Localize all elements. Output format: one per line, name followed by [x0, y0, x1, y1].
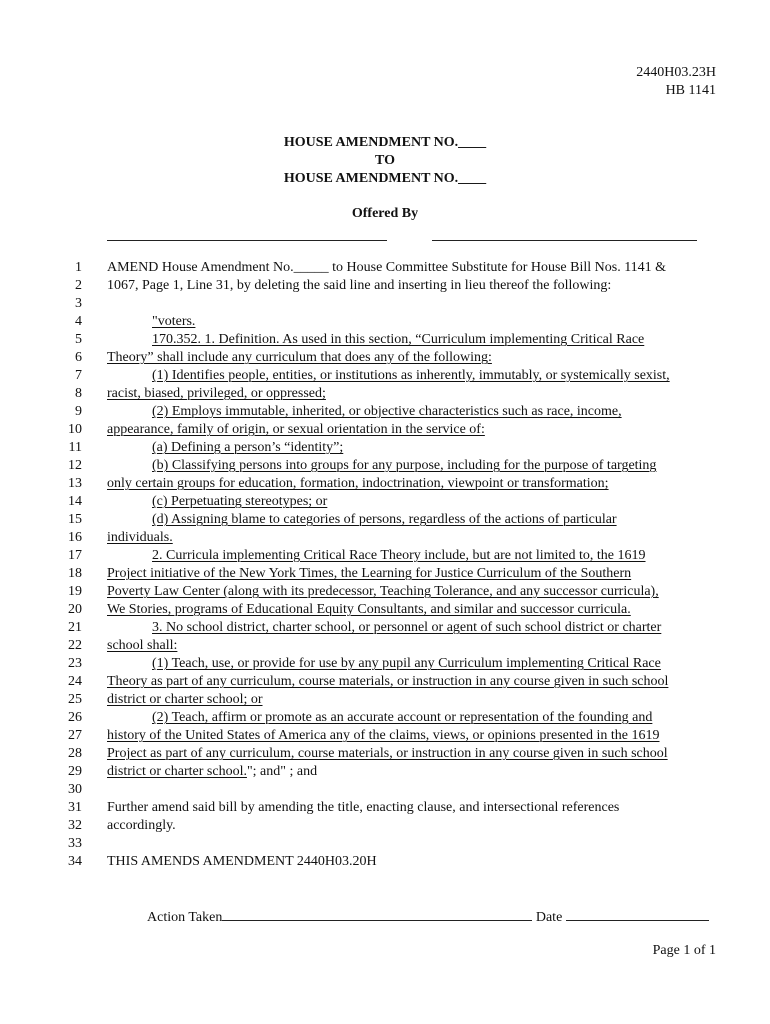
title-line-2: TO [375, 153, 395, 168]
line-number: 19 [68, 584, 82, 599]
title-line-1: HOUSE AMENDMENT NO.____ [283, 135, 487, 150]
body-line [0, 349, 770, 367]
action-taken-row [147, 906, 709, 926]
body-line [0, 313, 770, 331]
line-number: 30 [68, 782, 82, 797]
line-number: 18 [68, 566, 82, 581]
line-number: 26 [68, 710, 82, 725]
body-line [0, 655, 770, 673]
line-text: "voters. [152, 314, 196, 329]
amendment-title [0, 134, 770, 188]
line-text-rest: "; and" ; and [246, 764, 318, 779]
body-line [0, 583, 770, 601]
line-number: 31 [68, 800, 82, 815]
document-header [636, 64, 716, 100]
body-line [0, 709, 770, 727]
line-number: 5 [75, 332, 82, 347]
line-text: Theory” shall include any curriculum that does any of the following: [107, 350, 492, 365]
line-text: history of the United States of America any of the claims, views, or opinions presented in the 1619 [107, 728, 660, 743]
line-text: 170.352. 1. Definition. As used in this section, “Curriculum implementing Critical Race [152, 332, 645, 347]
line-text: (2) Teach, affirm or promote as an accurate account or representation of the founding and [152, 710, 653, 725]
line-number: 34 [68, 854, 82, 869]
line-number: 6 [75, 350, 82, 365]
line-text-underlined: district or charter school. [107, 764, 247, 779]
line-number: 32 [68, 818, 82, 833]
line-text: Poverty Law Center (along with its predecessor, Teaching Tolerance, and any successor curricula), [107, 584, 659, 599]
line-text: AMEND House Amendment No._____ to House Committee Substitute for House Bill Nos. 1141 & [107, 260, 667, 275]
line-number: 17 [68, 548, 82, 563]
body-line [0, 601, 770, 619]
line-number: 10 [68, 422, 82, 437]
line-number: 28 [68, 746, 82, 761]
line-text: (1) Teach, use, or provide for use by any pupil any Curriculum implementing Critical Race [152, 656, 661, 671]
body-line [0, 331, 770, 349]
line-number: 1 [75, 260, 82, 275]
line-text: Project initiative of the New York Times, the Learning for Justice Curriculum of the Southern [107, 566, 632, 581]
line-text: 1067, Page 1, Line 31, by deleting the said line and inserting in lieu thereof the following: [107, 278, 612, 293]
line-number: 7 [75, 368, 82, 383]
line-text: (a) Defining a person’s “identity”; [152, 440, 344, 455]
line-number: 13 [68, 476, 82, 491]
line-number: 16 [68, 530, 82, 545]
line-number: 15 [68, 512, 82, 527]
date-label: Date [535, 910, 563, 925]
line-number: 23 [68, 656, 82, 671]
body-line [0, 259, 770, 277]
line-number: 3 [75, 296, 82, 311]
body-line [0, 817, 770, 835]
page-number: Page 1 of 1 [652, 943, 716, 958]
line-text: (b) Classifying persons into groups for any purpose, including for the purpose of targeting [152, 458, 657, 473]
line-number: 24 [68, 674, 82, 689]
body-line [0, 403, 770, 421]
line-number: 21 [68, 620, 82, 635]
offered-by-label: Offered By [351, 206, 419, 221]
body-line [0, 277, 770, 295]
body-line [0, 385, 770, 403]
line-text: appearance, family of origin, or sexual orientation in the service of: [107, 422, 485, 437]
line-text: (c) Perpetuating stereotypes; or [152, 494, 328, 509]
line-text: (d) Assigning blame to categories of persons, regardless of the actions of particular [152, 512, 617, 527]
bill-number: HB 1141 [665, 83, 716, 98]
line-number: 11 [68, 440, 82, 455]
body-line [0, 763, 770, 781]
line-text: only certain groups for education, formation, indoctrination, viewpoint or transformation; [107, 476, 609, 491]
line-text: individuals. [107, 530, 173, 545]
sponsor-signature-line-right [432, 240, 697, 241]
line-text: accordingly. [107, 818, 176, 833]
sponsor-signature-line-left [107, 240, 387, 241]
line-text: 3. No school district, charter school, or personnel or agent of such school district or charter [152, 620, 662, 635]
line-number: 20 [68, 602, 82, 617]
document-id: 2440H03.23H [636, 65, 716, 80]
action-taken-label: Action Taken [147, 910, 223, 925]
body-line [0, 421, 770, 439]
line-text: Theory as part of any curriculum, course materials, or instruction in any course given in such school [107, 674, 669, 689]
body-line [0, 529, 770, 547]
line-text: racist, biased, privileged, or oppressed; [107, 386, 326, 401]
line-text [107, 763, 317, 781]
body-line [0, 295, 770, 313]
line-text: (2) Employs immutable, inherited, or objective characteristics such as race, income, [152, 404, 622, 419]
body-line [0, 835, 770, 853]
line-text: Project as part of any curriculum, course materials, or instruction in any course given in such school [107, 746, 668, 761]
line-text: Further amend said bill by amending the title, enacting clause, and intersectional references [107, 800, 620, 815]
line-number: 33 [68, 836, 82, 851]
body-line [0, 853, 770, 871]
line-number: 12 [68, 458, 82, 473]
date-blank [566, 906, 709, 921]
line-number: 14 [68, 494, 82, 509]
body-line [0, 493, 770, 511]
body-line [0, 781, 770, 799]
body-line [0, 619, 770, 637]
line-number: 2 [75, 278, 82, 293]
line-text: THIS AMENDS AMENDMENT 2440H03.20H [107, 854, 377, 869]
body-line [0, 691, 770, 709]
body-line [0, 799, 770, 817]
body-line [0, 637, 770, 655]
line-text: school shall: [107, 638, 178, 653]
line-number: 22 [68, 638, 82, 653]
body-line [0, 511, 770, 529]
body-line [0, 457, 770, 475]
body-line [0, 673, 770, 691]
line-number: 8 [75, 386, 82, 401]
body-line [0, 547, 770, 565]
line-number: 27 [68, 728, 82, 743]
line-text: We Stories, programs of Educational Equity Consultants, and similar and successor curricula. [107, 602, 631, 617]
body-line [0, 439, 770, 457]
line-text: 2. Curricula implementing Critical Race Theory include, but are not limited to, the 1619 [152, 548, 646, 563]
action-taken-blank [222, 906, 532, 921]
line-text: (1) Identifies people, entities, or institutions as inherently, immutably, or systemically sexist, [152, 368, 670, 383]
line-number: 29 [68, 764, 82, 779]
body-line [0, 475, 770, 493]
body-line [0, 745, 770, 763]
line-number: 4 [75, 314, 82, 329]
title-line-3: HOUSE AMENDMENT NO.____ [283, 171, 487, 186]
line-text: district or charter school; or [107, 692, 263, 707]
body-line [0, 367, 770, 385]
line-number: 25 [68, 692, 82, 707]
body-line [0, 727, 770, 745]
line-number: 9 [75, 404, 82, 419]
body-line [0, 565, 770, 583]
